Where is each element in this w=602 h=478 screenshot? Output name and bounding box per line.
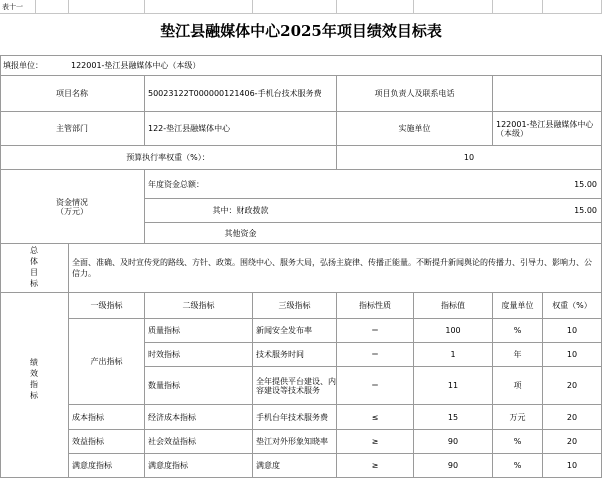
row1-unit: 年 — [513, 350, 522, 359]
funds-other-value — [337, 223, 601, 243]
header-unit: 度量单位 — [501, 301, 534, 310]
header-nature: 指标性质 — [359, 301, 391, 310]
row0-weight: 10 — [566, 326, 578, 335]
row4-level3: 垫江对外形象知晓率 — [256, 437, 328, 446]
grid-line — [35, 0, 36, 13]
level1-cost: 成本指标 — [72, 412, 104, 422]
fill-unit-label: 填报单位： — [3, 61, 43, 70]
row3-unit: 万元 — [509, 412, 526, 422]
header-level2: 二级指标 — [182, 301, 215, 310]
row4-weight: 20 — [566, 437, 578, 446]
row4-level2: 社会效益指标 — [148, 437, 196, 446]
row2-weight: 20 — [566, 381, 578, 390]
level1-output: 产出指标 — [90, 357, 123, 366]
fill-unit-value: 122001-垫江县融媒体中心（本级） — [71, 61, 201, 70]
row2-nature: ＝ — [371, 381, 379, 390]
funds-other-label: 其他资金 — [224, 228, 257, 238]
sheet-label: 表十一 — [2, 3, 23, 11]
header-value: 指标值 — [441, 301, 465, 310]
impl-unit-label: 实施单位 — [398, 124, 431, 133]
level1-benefit: 效益指标 — [72, 437, 104, 446]
project-name-label: 项目名称 — [56, 89, 88, 98]
row1-level2: 时效指标 — [148, 350, 180, 359]
funds-fiscal-value: 15.00 — [574, 206, 597, 215]
row0-level2: 质量指标 — [148, 326, 180, 335]
dept-label: 主管部门 — [56, 124, 88, 133]
funds-label — [0, 170, 144, 243]
row5-unit: % — [513, 461, 522, 470]
project-name-value: 50023122T000000121406-手机台技术服务费 — [148, 89, 322, 98]
header-weight: 权重（%） — [552, 301, 592, 310]
row5-value: 90 — [447, 461, 459, 470]
budget-weight-value: 10 — [463, 153, 475, 162]
project-contact-label: 项目负责人及联系电话 — [374, 89, 455, 98]
row3-weight: 20 — [566, 412, 578, 422]
grid-line — [542, 0, 543, 13]
row4-value: 90 — [447, 437, 459, 446]
row4-unit: % — [513, 437, 522, 446]
grid-line — [144, 0, 145, 13]
impl-unit-value: 122001-垫江县融媒体中心（本级） — [496, 119, 594, 138]
funds-fiscal-label: 其中：财政拨款 — [212, 206, 269, 215]
row1-nature: ＝ — [371, 350, 379, 359]
row4-nature: ≥ — [371, 437, 379, 446]
row3-nature: ≤ — [371, 412, 379, 422]
row0-unit: % — [513, 326, 522, 335]
grid-line — [413, 0, 414, 13]
header-level3: 三级指标 — [278, 301, 311, 310]
row3-value: 15 — [447, 412, 459, 422]
row5-weight: 10 — [566, 461, 578, 470]
funds-label-line1: 资金情况 — [56, 197, 88, 207]
funds-annual-value: 15.00 — [574, 179, 597, 189]
row3-level2: 经济成本指标 — [148, 412, 196, 422]
row5-level3: 满意度 — [256, 461, 280, 470]
row0-value: 100 — [445, 326, 461, 335]
row3-level3: 手机台年技术服务费 — [256, 412, 328, 422]
grid-line — [252, 0, 253, 13]
project-contact-value — [493, 76, 601, 111]
dept-value: 122-垫江县融媒体中心 — [148, 124, 231, 133]
row2-unit: 项 — [513, 381, 522, 390]
row5-nature: ≥ — [371, 461, 379, 470]
row2-value: 11 — [447, 381, 459, 390]
grid-line — [336, 0, 337, 13]
budget-weight-label: 预算执行率权重（%）： — [126, 153, 210, 162]
page-title: 垫江县融媒体中心2025年项目绩效目标表 — [160, 22, 442, 40]
row2-level2: 数量指标 — [148, 381, 180, 390]
funds-annual-label: 年度资金总额： — [148, 179, 204, 189]
row1-weight: 10 — [566, 350, 578, 359]
grid-line — [0, 13, 602, 14]
row5-level2: 满意度指标 — [148, 461, 188, 470]
grid-line — [492, 0, 493, 13]
funds-label-line2: （万元） — [56, 206, 88, 216]
overall-goal-text: 全面、准确、及时宣传党的路线、方针、政策。围绕中心、服务大局，弘扬主旋律、传播正能量。不断提升新闻舆论的传播力、引导力、影响力、公信力。 — [72, 258, 592, 278]
level1-satisfaction: 满意度指标 — [72, 461, 112, 470]
header-level1: 一级指标 — [90, 301, 123, 310]
row2-level3: 全年提供平台建设、内容建设等技术服务 — [256, 376, 336, 395]
overall-goal-label: 总体目标 — [30, 246, 38, 288]
row1-value: 1 — [450, 350, 456, 359]
performance-label: 绩效指标 — [30, 358, 38, 400]
row0-nature: ＝ — [371, 326, 379, 335]
table-border — [0, 55, 602, 56]
grid-line — [68, 0, 69, 13]
row1-level3: 技术服务时间 — [256, 350, 304, 359]
row0-level3: 新闻安全发布率 — [256, 326, 312, 335]
